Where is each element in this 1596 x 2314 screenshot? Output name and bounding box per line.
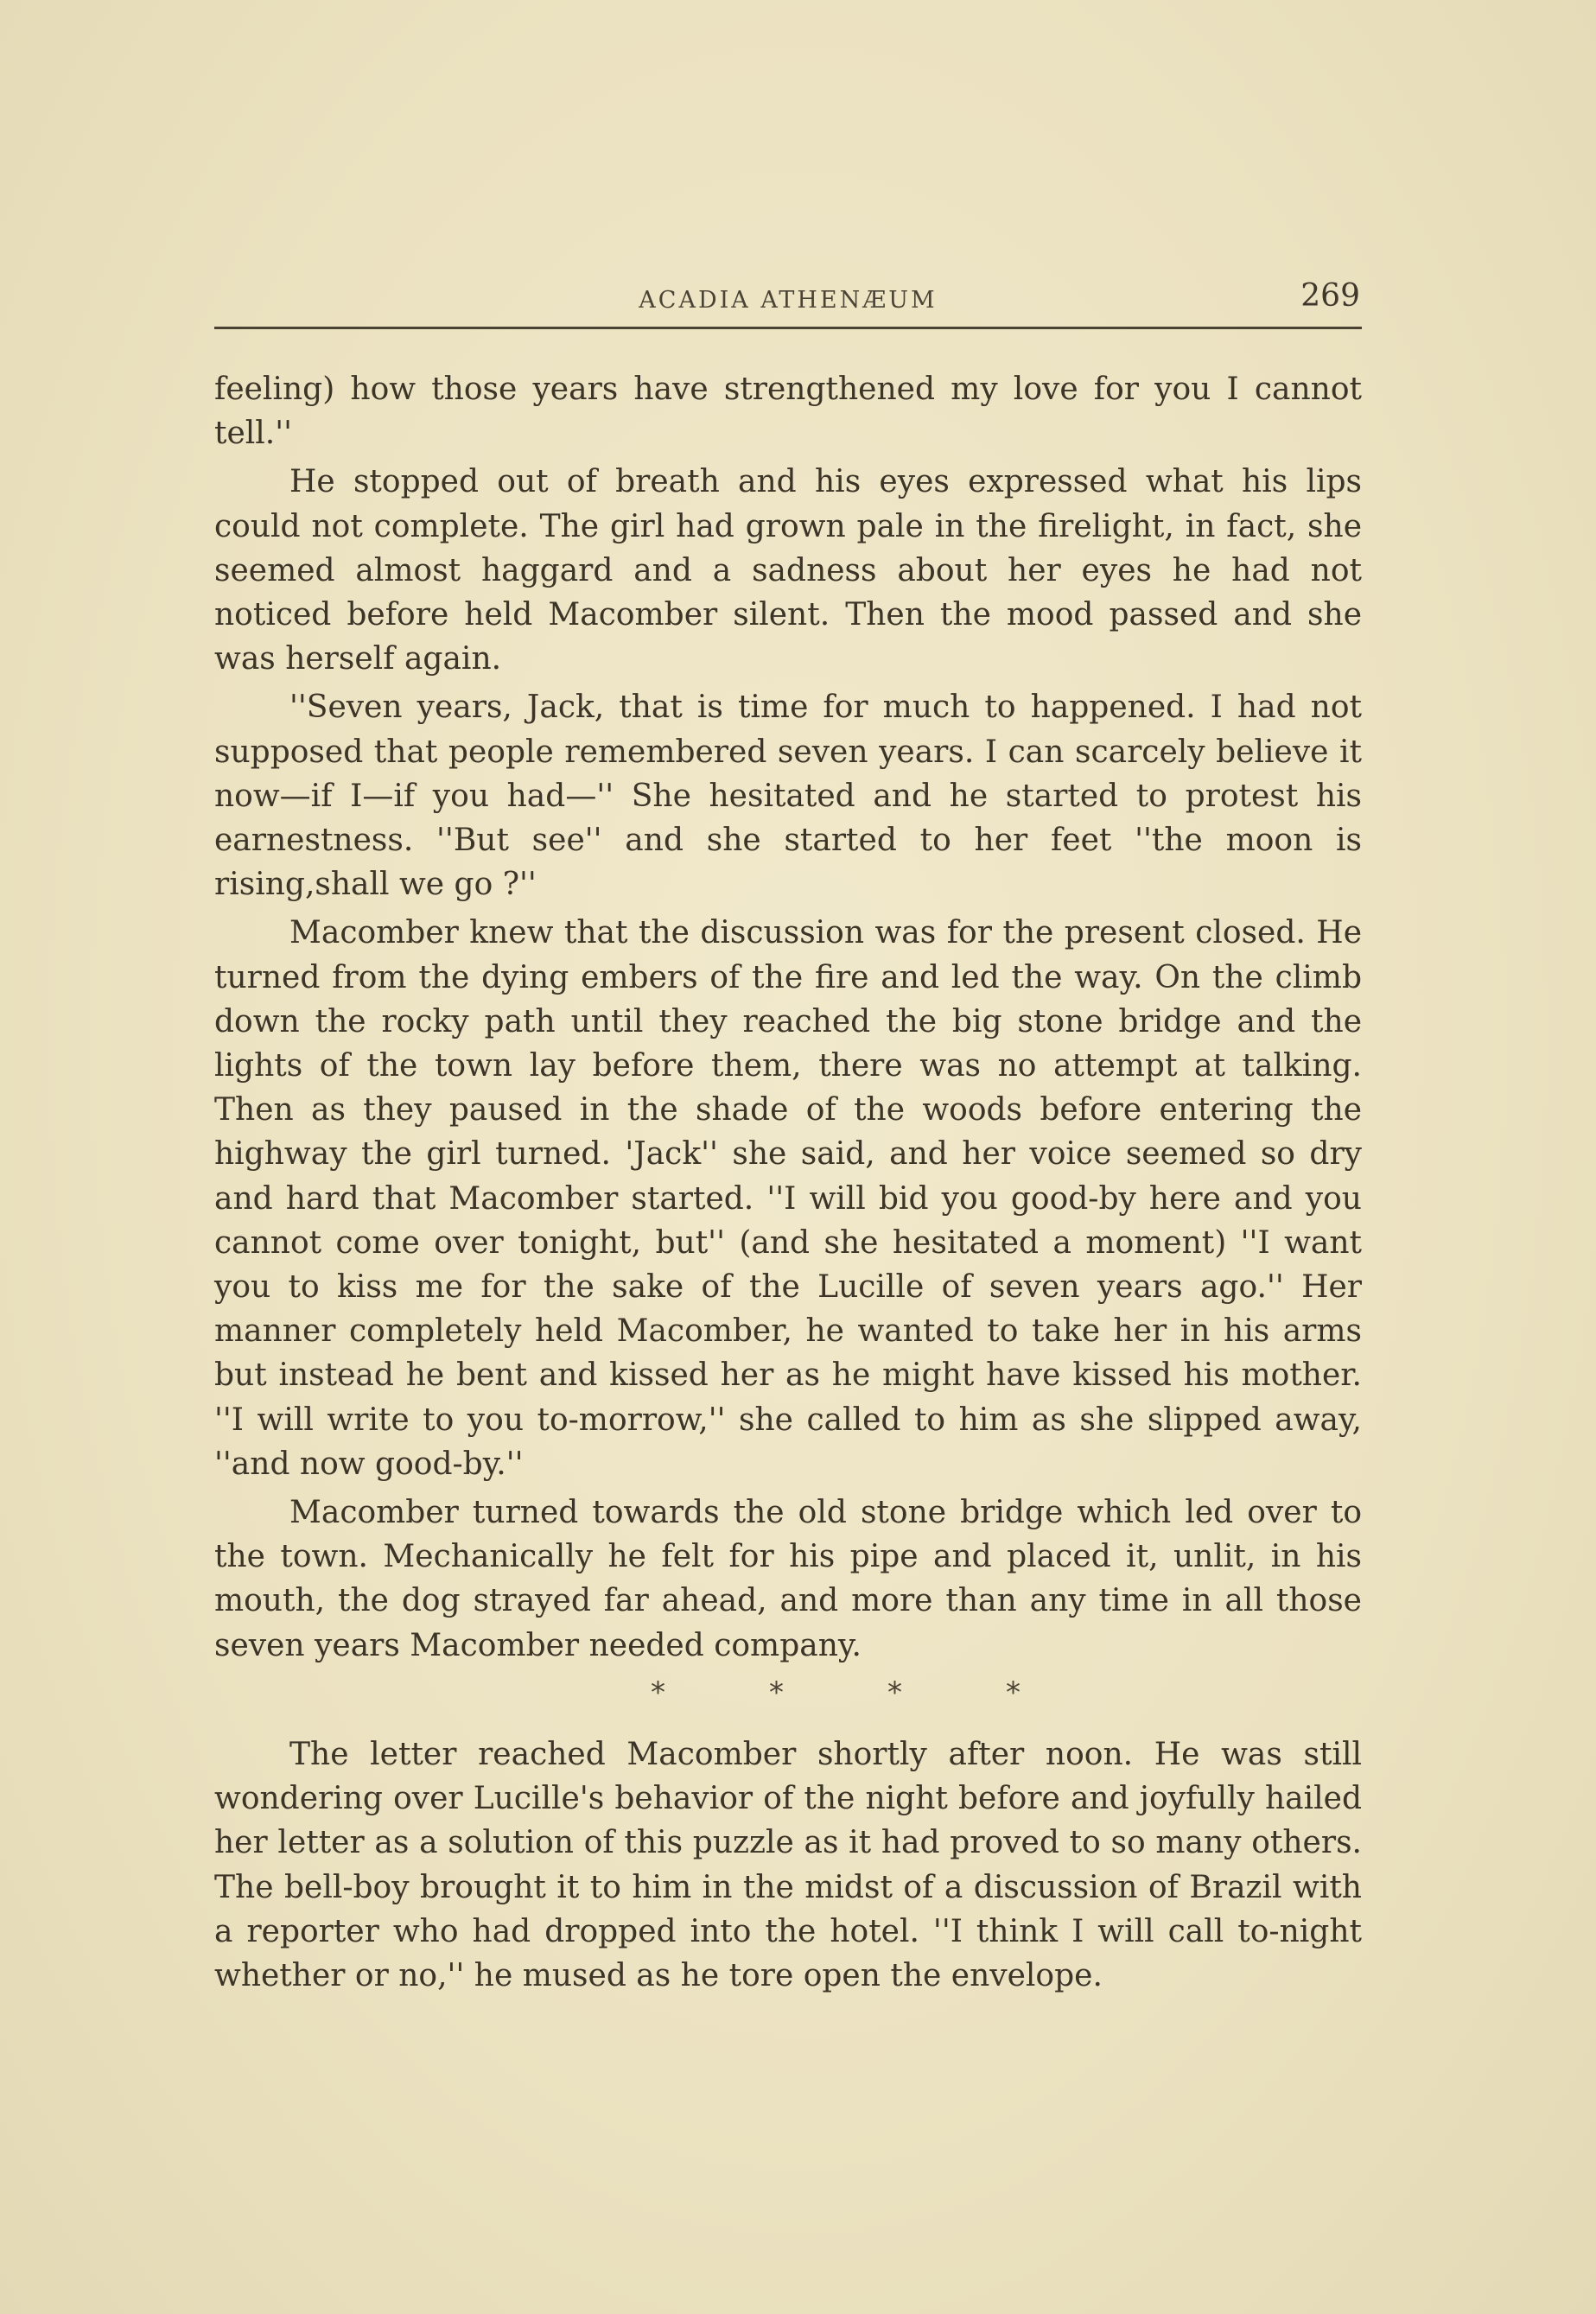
asterisk-mark: * [1006,1675,1021,1710]
section-break [214,1672,1362,1713]
asterisk-mark: * [887,1675,902,1710]
paragraph-5: Macomber turned towards the old stone bridge which led over to the town. Mechanically he felt for his pipe and placed it, unlit, in his mouth, the dog strayed far ahead, and more than any time in all those seven years Macomber needed company. [214,1495,1362,1663]
asterisk-mark: * [651,1675,665,1710]
running-head [214,275,1362,329]
running-title: ACADIA ATHENÆUM [639,287,938,314]
paragraph-1: feeling) how those years have strengthened my love for you I cannot tell.'' [214,372,1362,452]
paragraph-4: Macomber knew that the discussion was for the present closed. He turned from the dying embers of the fire and led the way. On the climb down the rocky path until they reached the big stone bridge and the lights of the town lay before them, there was no attempt at talking. Then as they paused in the shade of the woods before entering the highway the girl turned. 'Jack'' she said, and her voice seemed so dry and hard that Macomber started. ''I will bid you good-by here and you cannot come over tonight, but'' (and she hesitated a moment) ''I want you to kiss me for the sake of the Lucille of seven years ago.'' Her manner completely held Macomber, he wanted to take her in his arms but instead he bent and kissed her as he might have kissed his mother. ''I will write to you to-morrow,'' she called to him as she slipped away, ''and now good-by.'' [214,915,1362,1482]
paragraph-6: The letter reached Macomber shortly after noon. He was still wondering over Lucille's behavior of the night before and joyfully hailed her letter as a solution of this puzzle as it had proved to so many others. The bell-boy brought it to him in the midst of a discussion of Brazil with a reporter who had dropped into the hotel. ''I think I will call to-night whether or no,'' he mused as he tore open the envelope. [214,1736,1362,1993]
paragraph-3: ''Seven years, Jack, that is time for much to happened. I had not supposed that people remembered seven years. I can scarcely believe it now—if I—if you had—'' She hesitated and he started to protest his earnestness. ''But see'' and she started to her feet ''the moon is rising,shall we go ?'' [214,690,1362,903]
page-number: 269 [1300,278,1360,314]
body-text [214,367,1362,2002]
asterisk-mark: * [769,1675,784,1710]
paragraph-2: He stopped out of breath and his eyes expressed what his lips could not complete. The girl had grown pale in the firelight, in fact, she seemed almost haggard and a sadness about her eyes he had not noticed before held Macomber silent. Then the mood passed and she was herself again. [214,464,1362,677]
